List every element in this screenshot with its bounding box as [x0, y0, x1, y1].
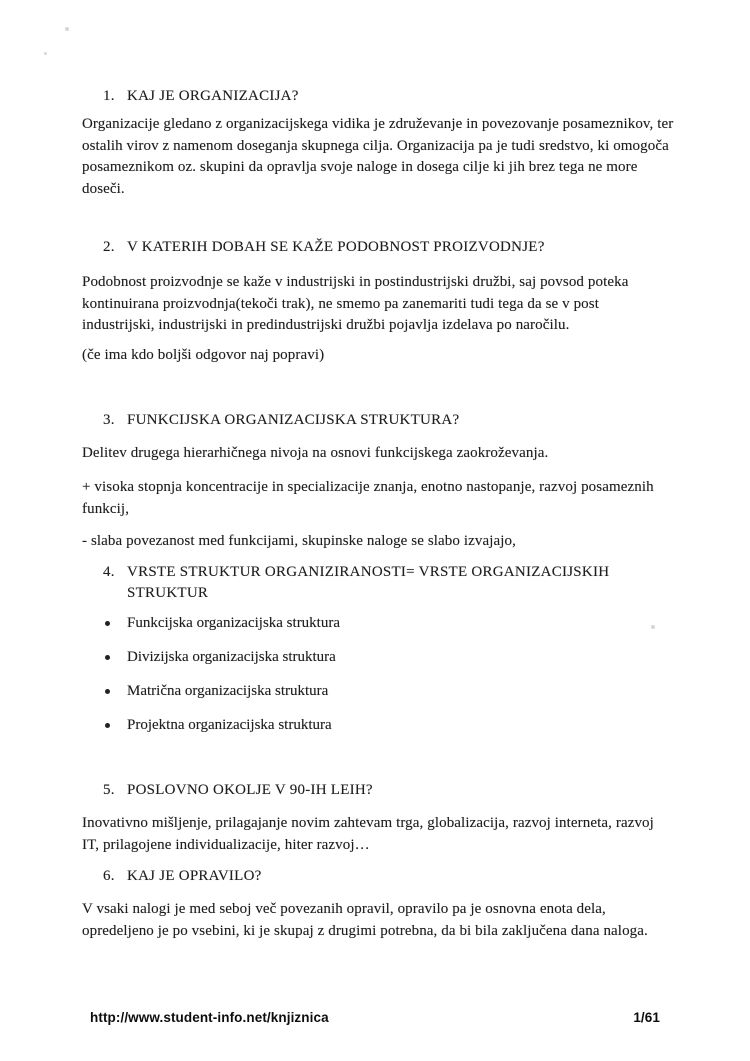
section-4-heading	[103, 562, 669, 604]
list-item	[103, 647, 663, 668]
section-2-note: (če ima kdo boljši odgovor naj popravi)	[82, 347, 325, 363]
page-footer	[90, 1010, 660, 1025]
section-6-number: 6.	[103, 868, 115, 884]
bullet-label: Divizijska organizacijska struktura	[127, 649, 336, 665]
bullet-label: Funkcijska organizacijska struktura	[127, 615, 341, 631]
section-4-title: VRSTE STRUKTUR ORGANIZIRANOSTI= VRSTE ORGANIZACIJSKIH STRUKTUR	[127, 564, 610, 601]
section-6-heading	[103, 866, 669, 887]
section-5-heading	[103, 780, 669, 801]
section-1-heading	[103, 86, 669, 107]
list-item	[103, 715, 663, 736]
bullet-icon	[103, 647, 127, 668]
bullet-icon	[103, 715, 127, 736]
section-5-number: 5.	[103, 782, 115, 798]
bullet-label: Matrična organizacijska struktura	[127, 683, 329, 699]
section-3-pros: + visoka stopnja koncentracije in specializacije znanja, enotno nastopanje, razvoj posameznih funkcij,	[82, 479, 654, 517]
section-3-title: FUNKCIJSKA ORGANIZACIJSKA STRUKTURA?	[127, 412, 460, 428]
section-5-answer: Inovativno mišljenje, prilagajanje novim zahtevam trga, globalizacija, razvoj interneta, razvoj IT, prilagojene individualizacije, hiter razvoj…	[82, 815, 654, 853]
section-3-cons: - slaba povezanost med funkcijami, skupinske naloge se slabo izvajajo,	[82, 533, 516, 549]
bullet-icon	[103, 681, 127, 702]
bullet-label: Projektna organizacijska struktura	[127, 717, 332, 733]
section-6-title: KAJ JE OPRAVILO?	[127, 868, 262, 884]
section-1-title: KAJ JE ORGANIZACIJA?	[127, 88, 299, 104]
section-2-heading	[103, 237, 669, 258]
list-item	[103, 613, 663, 634]
bullet-icon	[103, 613, 127, 634]
section-3-number: 3.	[103, 412, 115, 428]
scan-artifact	[65, 27, 69, 31]
section-3-heading	[103, 410, 669, 431]
section-6-answer: V vsaki nalogi je med seboj več povezanih opravil, opravilo pa je osnovna enota dela, opredeljeno je po vsebini, ki je skupaj z drugimi potrebna, da bi bila zaključena dana naloga.	[82, 901, 648, 939]
section-5-title: POSLOVNO OKOLJE V 90-IH LEIH?	[127, 782, 373, 798]
section-3-answer: Delitev drugega hierarhičnega nivoja na osnovi funkcijskega zaokroževanja.	[82, 445, 549, 461]
section-2-title: V KATERIH DOBAH SE KAŽE PODOBNOST PROIZVODNJE?	[127, 239, 545, 255]
section-2-answer: Podobnost proizvodnje se kaže v industrijski in postindustrijski družbi, saj povsod poteka kontinuirana proizvodnja(tekoči trak), ne smemo pa zanemariti tudi tega da se v post industrijski, industrijski in predindustrijski družbi pojavlja izdelava po naročilu.	[82, 274, 629, 333]
list-item	[103, 681, 663, 702]
page-number: 1/61	[633, 1010, 660, 1025]
section-2-number: 2.	[103, 239, 115, 255]
section-1-number: 1.	[103, 88, 115, 104]
section-1-answer: Organizacije gledano z organizacijskega vidika je združevanje in povezovanje posameznikov, ter ostalih virov z namenom doseganja skupnega cilja. Organizacija pa je tudi sredstvo, ki omogoča posameznikom oz. skupini da opravlja svoje naloge in dosega cilje ki jih brez tega ne more doseči.	[82, 116, 674, 197]
footer-url: http://www.student-info.net/knjiznica	[90, 1010, 329, 1025]
section-4-number: 4.	[103, 564, 115, 580]
scan-artifact	[44, 52, 47, 55]
